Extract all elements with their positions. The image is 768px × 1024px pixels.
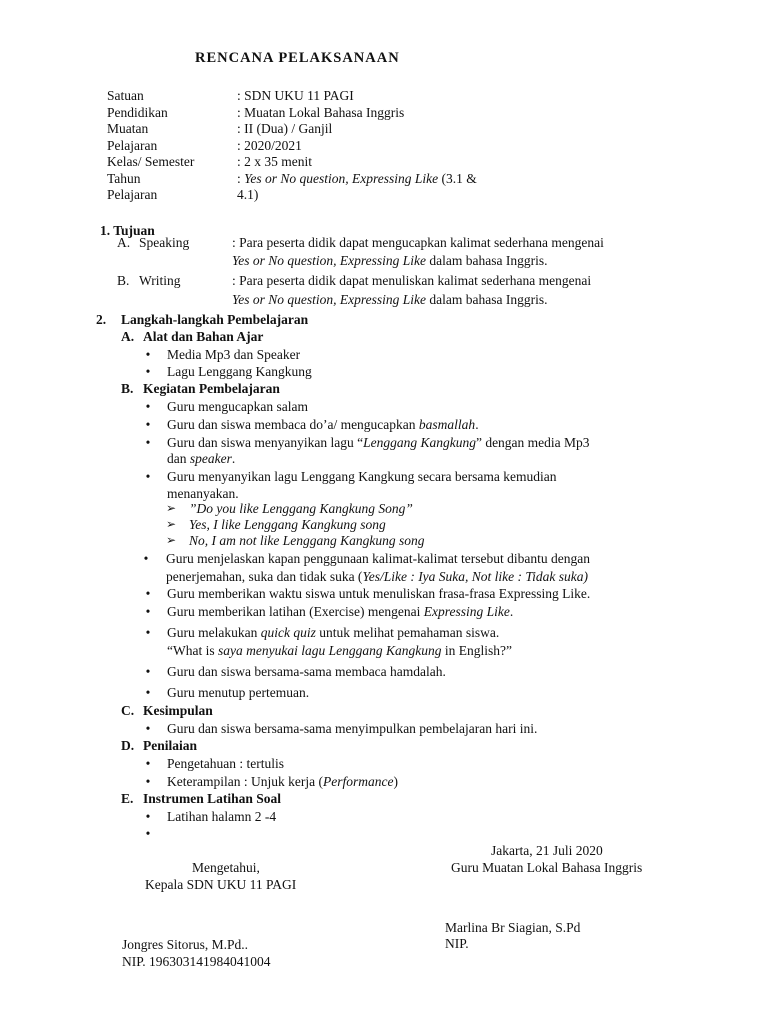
bullet-icon: • (145, 347, 151, 362)
right-signer-title: Guru Muatan Lokal Bahasa Inggris (451, 860, 643, 875)
bullet-icon: • (145, 364, 151, 379)
bullet-icon: • (145, 664, 151, 679)
sub-list-item: ”Do you like Lenggang Kangkung Song” (189, 501, 413, 516)
identity-label: Pelajaran (107, 137, 158, 153)
document-title (195, 50, 435, 66)
subsection-letter: C. (121, 703, 135, 718)
bullet-icon: • (145, 826, 151, 841)
identity-row (107, 137, 667, 154)
sub-list-item: Yes, I like Lenggang Kangkung song (189, 517, 386, 532)
objective-text-cont: Yes or No question, Expressing Like dalam bahasa Inggris. (232, 253, 548, 268)
identity-value: : 2 x 35 menit (237, 154, 312, 169)
bullet-icon: • (145, 435, 151, 450)
list-item: Pengetahuan : tertulis (167, 756, 284, 771)
list-item: Guru mengucapkan salam (167, 399, 308, 414)
list-item: Guru menyanyikan lagu Lenggang Kangkung secara bersama kemudian (167, 469, 557, 484)
identity-row (107, 153, 667, 170)
list-item: Guru dan siswa menyanyikan lagu “Lenggang Kangkung” dengan media Mp3 (167, 435, 590, 450)
bullet-icon: • (145, 586, 151, 601)
section-2-number: 2. (96, 312, 107, 327)
identity-row (107, 120, 667, 137)
objective-text-cont: Yes or No question, Expressing Like dalam bahasa Inggris. (232, 292, 548, 307)
list-item: Latihan halamn 2 -4 (167, 809, 277, 824)
list-item: Keterampilan : Unjuk kerja (Performance) (167, 774, 398, 789)
identity-label: Tahun (107, 170, 141, 186)
list-item: Guru dan siswa bersama-sama membaca hamdalah. (167, 664, 446, 679)
list-item-cont: penerjemahan, suka dan tidak suka (Yes/Like : Iya Suka, Not like : Tidak suka) (166, 569, 589, 584)
list-item: Guru dan siswa bersama-sama menyimpulkan pembelajaran hari ini. (167, 721, 538, 736)
subsection-heading: Alat dan Bahan Ajar (143, 329, 264, 344)
bullet-icon: • (145, 721, 151, 736)
right-signer-name: Marlina Br Siagian, S.Pd (445, 920, 581, 935)
place-date: Jakarta, 21 Juli 2020 (491, 843, 603, 858)
identity-row (107, 104, 667, 121)
identity-row (107, 87, 667, 104)
arrow-bullet-icon: ➢ (166, 517, 177, 531)
document-title-text: RENCANA PELAKSANAAN (195, 50, 400, 66)
list-item: Guru memberikan waktu siswa untuk menuliskan frasa-frasa Expressing Like. (167, 586, 591, 601)
subsection-letter: B. (121, 381, 134, 396)
subsection-letter: A. (121, 329, 135, 344)
bullet-icon: • (145, 809, 151, 824)
identity-value: : SDN UKU 11 PAGI (237, 88, 354, 103)
identity-label: Muatan (107, 121, 149, 136)
sub-list-item: No, I am not like Lenggang Kangkung song (189, 533, 425, 548)
list-item: Guru menjelaskan kapan penggunaan kalimat-kalimat tersebut dibantu dengan (166, 551, 590, 566)
identity-label: Satuan (107, 88, 144, 103)
list-item: Lagu Lenggang Kangkung (167, 364, 312, 379)
section-2-heading: Langkah-langkah Pembelajaran (121, 312, 309, 327)
left-signer-nip: NIP. 196303141984041004 (122, 954, 271, 969)
bullet-icon: • (145, 685, 151, 700)
left-signer-title-2: Kepala SDN UKU 11 PAGI (145, 877, 297, 892)
subsection-heading: Penilaian (143, 738, 198, 753)
subsection-heading: Kegiatan Pembelajaran (143, 381, 280, 396)
identity-value: 4.1) (237, 187, 259, 202)
bullet-icon: • (145, 417, 151, 432)
list-item: Media Mp3 dan Speaker (167, 347, 301, 362)
identity-value: : Muatan Lokal Bahasa Inggris (237, 104, 405, 120)
list-item: Guru memberikan latihan (Exercise) mengenai Expressing Like. (167, 604, 514, 619)
identity-row (107, 170, 667, 187)
subsection-letter: E. (121, 791, 134, 806)
identity-table (107, 87, 667, 202)
identity-value: : II (Dua) / Ganjil (237, 121, 333, 136)
right-signer-nip: NIP. (445, 936, 469, 951)
list-item-cont: dan speaker. (167, 451, 236, 466)
identity-row (107, 186, 667, 203)
identity-label: Pendidikan (107, 104, 168, 120)
subsection-letter: D. (121, 738, 135, 753)
bullet-icon: • (145, 469, 151, 484)
objective-letter: A. (117, 235, 131, 250)
arrow-bullet-icon: ➢ (166, 533, 177, 547)
section-1-heading-text: 1. Tujuan (100, 223, 155, 238)
list-item-cont: “What is saya menyukai lagu Lenggang Kangkung in English?” (167, 643, 512, 658)
bullet-icon: • (143, 551, 149, 566)
bullet-icon: • (145, 756, 151, 771)
subsection-heading: Kesimpulan (143, 703, 213, 718)
bullet-icon: • (145, 399, 151, 414)
bullet-icon: • (145, 625, 151, 640)
list-item-cont: menanyakan. (167, 486, 239, 501)
objective-name: Speaking (139, 235, 190, 250)
bullet-icon: • (145, 774, 151, 789)
bullet-icon: • (145, 604, 151, 619)
section-1-heading (100, 222, 300, 238)
identity-value: : 2020/2021 (237, 137, 302, 153)
objective-text: : Para peserta didik dapat mengucapkan kalimat sederhana mengenai (232, 235, 604, 250)
arrow-bullet-icon: ➢ (166, 501, 177, 515)
left-signer-name: Jongres Sitorus, M.Pd.. (122, 937, 249, 952)
objective-text: : Para peserta didik dapat menuliskan kalimat sederhana mengenai (232, 273, 592, 288)
list-item: Guru dan siswa membaca do’a/ mengucapkan basmallah. (167, 417, 479, 432)
subsection-heading: Instrumen Latihan Soal (143, 791, 282, 806)
identity-label: Kelas/ Semester (107, 154, 195, 169)
list-item: Guru menutup pertemuan. (167, 685, 310, 700)
objective-letter: B. (117, 273, 130, 288)
objective-name: Writing (139, 273, 181, 288)
left-signer-title-1: Mengetahui, (192, 860, 260, 875)
identity-label: Pelajaran (107, 187, 158, 202)
identity-value: : Yes or No question, Expressing Like (3.1 & (237, 170, 477, 186)
list-item: Guru melakukan quick quiz untuk melihat pemahaman siswa. (167, 625, 500, 640)
